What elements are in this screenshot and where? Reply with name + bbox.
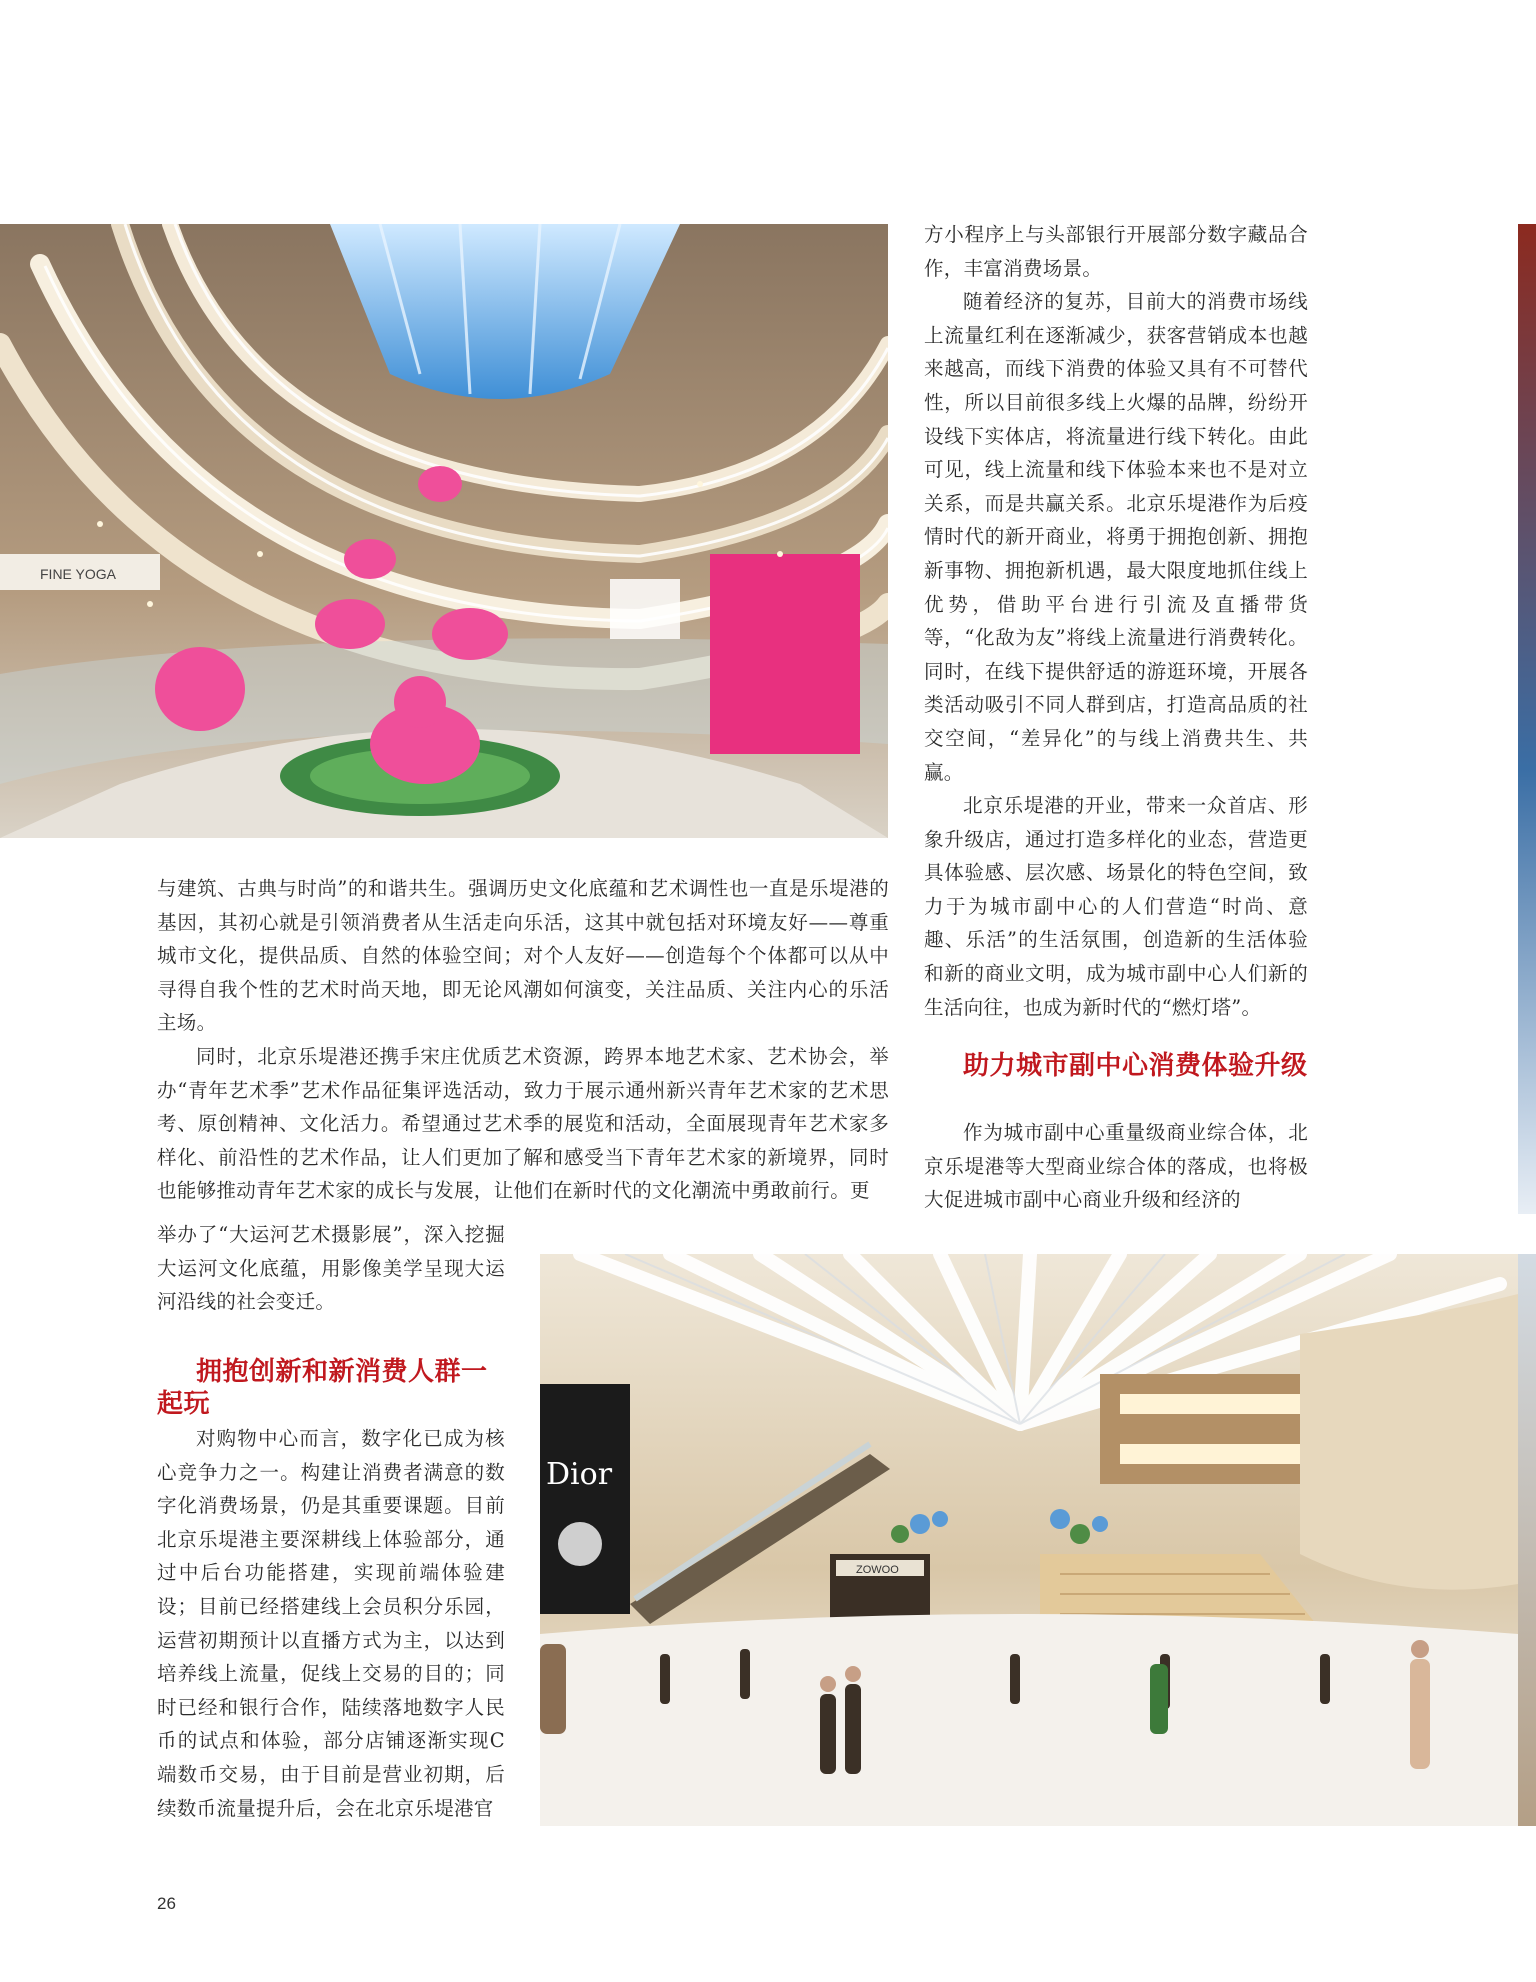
right-column-text-2	[924, 1116, 1308, 1217]
left-section-heading	[157, 1356, 505, 1420]
left-heading-text: 拥抱创新和新消费人群一起玩	[157, 1357, 488, 1419]
zowoo-store-text: ZOWOO	[856, 1564, 899, 1576]
right-heading-text: 助力城市副中心消费体验升级	[963, 1051, 1308, 1081]
middle-paragraph-2: 同时，北京乐堤港还携手宋庄优质艺术资源，跨界本地艺术家、艺术协会，举办“青年艺术季”艺术作品征集评选活动，致力于展示通州新兴青年艺术家的艺术思考、原创精神、文化活力。希望通过艺术季的展览和活动，全面展现青年艺术家多样化、前沿性的艺术作品，让人们更加了解和感受当下青年艺术家的新境界，同时也能够推动青年艺术家的成长与发展，让他们在新时代的文化潮流中勇敢前行。更	[157, 1044, 889, 1203]
left-paragraph-1: 举办了“大运河艺术摄影展”，深入挖掘大运河文化底蕴，用影像美学呈现大运河沿线的社会变迁。	[157, 1223, 505, 1314]
left-paragraph-2: 对购物中心而言，数字化已成为核心竞争力之一。构建让消费者满意的数字化消费场景，仍是其重要课题。目前北京乐堤港主要深耕线上体验部分，通过中后台功能搭建，实现前端体验建设；目前已经搭建线上会员积分乐园，运营初期预计以直播方式为主，以达到培养线上流量，促线上交易的目的；同时已经和银行合作，陆续落地数字人民币的试点和体验，部分店铺逐渐实现C端数币交易，由于目前是营业初期，后续数币流量提升后，会在北京乐堤港官	[157, 1427, 505, 1820]
right-section-heading	[924, 1050, 1308, 1082]
hall-photo	[540, 1254, 1518, 1826]
middle-paragraph-1: 与建筑、古典与时尚”的和谐共生。强调历史文化底蕴和艺术调性也一直是乐堤港的基因，其初心就是引领消费者从生活走向乐活，这其中就包括对环境友好——尊重城市文化，提供品质、自然的体验空间；对个人友好——创造每个个体都可以从中寻得自我个性的艺术时尚天地，即无论风潮如何演变，关注品质、关注内心的乐活主场。	[157, 877, 889, 1035]
right-paragraph-4: 作为城市副中心重量级商业综合体，北京乐堤港等大型商业综合体的落成，也将极大促进城市副中心商业升级和经济的	[924, 1121, 1308, 1212]
right-paragraph-3: 北京乐堤港的开业，带来一众首店、形象升级店，通过打造多样化的业态，营造更具体验感、层次感、场景化的特色空间，致力于为城市副中心的人们营造“时尚、意趣、乐活”的生活氛围，创造新的生活体验和新的商业文明，成为城市副中心人们新的生活向往，也成为新时代的“燃灯塔”。	[924, 794, 1308, 1019]
atrium-photo	[0, 224, 888, 838]
adjacent-page-edge-bottom	[1518, 1254, 1536, 1826]
middle-text	[157, 872, 889, 1208]
left-column-text	[157, 1218, 505, 1319]
adjacent-page-edge-top	[1518, 224, 1536, 1214]
page-number: 26	[157, 1894, 176, 1913]
right-paragraph-2: 随着经济的复苏，目前大的消费市场线上流量红利在逐渐减少，获客营销成本也越来越高，而线下消费的体验又具有不可替代性，所以目前很多线上火爆的品牌，纷纷开设线下实体店，将流量进行线下转化。由此可见，线上流量和线下体验本来也不是对立关系，而是共赢关系。北京乐堤港作为后疫情时代的新开商业，将勇于拥抱创新、拥抱新事物、拥抱新机遇，最大限度地抓住线上优势，借助平台进行引流及直播带货等，“化敌为友”将线上流量进行消费转化。同时，在线下提供舒适的游逛环境，开展各类活动吸引不同人群到店，打造高品质的社交空间，“差异化”的与线上消费共生、共赢。	[924, 290, 1308, 784]
store-sign-text: FINE YOGA	[40, 566, 116, 582]
right-column-text	[924, 218, 1308, 1024]
right-paragraph-1: 方小程序上与头部银行开展部分数字藏品合作，丰富消费场景。	[924, 223, 1308, 280]
dior-banner-text: Dior	[546, 1457, 613, 1492]
left-column-text-2	[157, 1422, 505, 1825]
